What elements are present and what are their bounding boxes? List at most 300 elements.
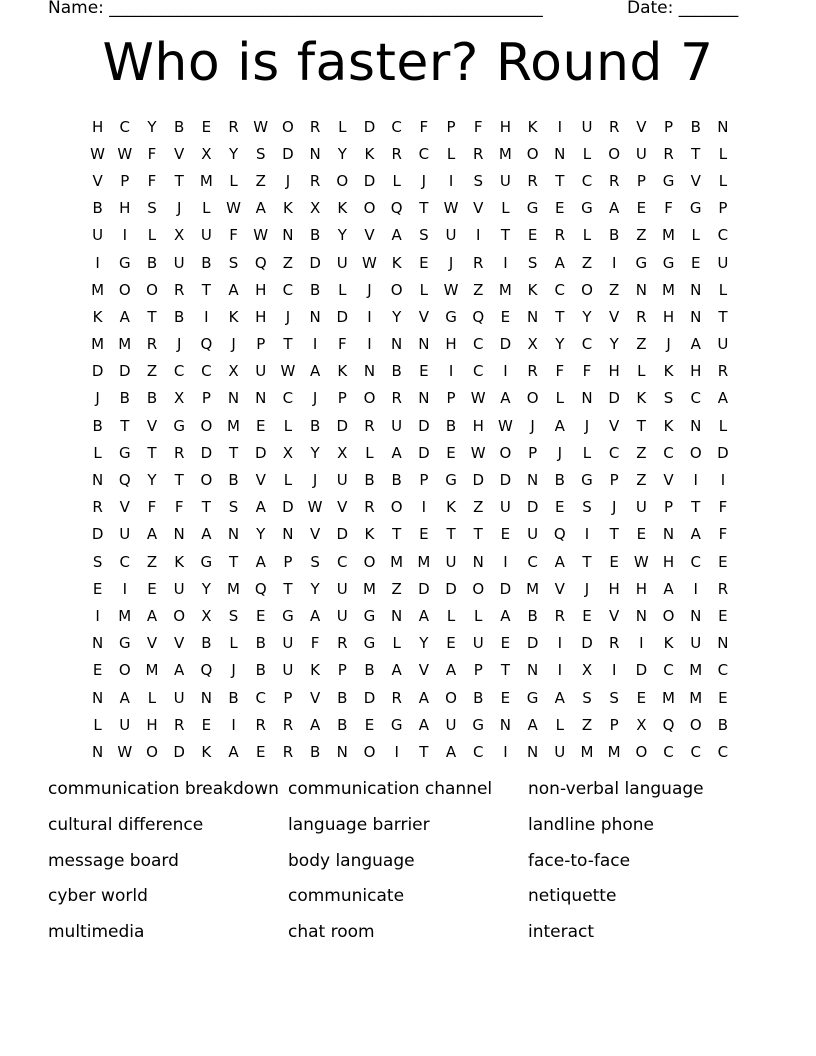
grid-letter: S [310, 552, 320, 571]
grid-letter: Z [146, 362, 158, 381]
grid-letter: M [498, 144, 512, 163]
grid-letter: F [147, 171, 157, 190]
grid-letter: M [91, 335, 105, 354]
grid-letter: J [584, 579, 590, 598]
grid-letter: L [555, 389, 564, 408]
grid-letter: O [336, 171, 349, 190]
grid-letter: U [336, 471, 348, 490]
grid-letter: T [555, 171, 565, 190]
grid-letter: D [336, 307, 349, 326]
grid-letter: P [609, 471, 619, 490]
grid-letter: A [391, 226, 402, 245]
grid-letter: B [92, 416, 103, 435]
grid-letter: R [391, 144, 402, 163]
grid-letter: V [636, 117, 647, 136]
grid-letter: W [117, 742, 133, 761]
grid-row [84, 167, 737, 194]
grid-letter: C [173, 362, 185, 381]
grid-letter: E [690, 253, 701, 272]
grid-letter: B [228, 471, 239, 490]
grid-letter: G [526, 199, 539, 218]
grid-letter: D [418, 443, 430, 462]
grid-letter: P [636, 171, 646, 190]
grid-letter: E [582, 606, 592, 625]
grid-letter: X [174, 389, 185, 408]
grid-letter: D [282, 144, 294, 163]
grid-letter: C [608, 443, 620, 462]
grid-letter: H [91, 117, 104, 136]
grid-letter: I [503, 362, 508, 381]
grid-letter: B [119, 389, 130, 408]
grid-letter: R [717, 579, 729, 598]
grid-letter: A [554, 253, 565, 272]
grid-letter: H [608, 579, 620, 598]
grid-letter: F [555, 362, 565, 381]
grid-letter: B [445, 416, 457, 435]
grid-row [84, 113, 737, 140]
grid-letter: B [201, 634, 212, 653]
grid-letter: O [526, 389, 539, 408]
grid-letter: J [448, 253, 454, 272]
grid-letter: Q [254, 579, 267, 598]
grid-letter: N [363, 362, 376, 381]
grid-letter: I [95, 253, 100, 272]
grid-letter: D [418, 416, 430, 435]
grid-letter: M [118, 335, 132, 354]
grid-letter: S [419, 226, 429, 245]
grid-letter: S [92, 552, 103, 571]
grid-letter: V [554, 579, 565, 598]
grid-letter: L [147, 226, 157, 245]
grid-letter: S [228, 498, 239, 517]
grid-letter: V [92, 171, 103, 190]
grid-letter: E [500, 525, 511, 544]
grid-letter: E [201, 715, 212, 734]
grid-letter: L [229, 171, 238, 190]
grid-letter: A [500, 606, 511, 625]
grid-letter: K [337, 362, 348, 381]
word-list-item: communicate [288, 886, 405, 907]
grid-letter: H [662, 307, 675, 326]
grid-letter: N [526, 307, 539, 326]
grid-letter: M [362, 579, 376, 598]
grid-letter: Z [473, 280, 484, 299]
grid-letter: U [119, 715, 131, 734]
grid-letter: I [448, 171, 454, 190]
grid-letter: A [146, 525, 158, 544]
grid-letter: U [336, 606, 348, 625]
grid-letter: W [253, 226, 269, 245]
grid-letter: Y [228, 144, 239, 163]
grid-letter: F [718, 498, 728, 517]
grid-letter: V [364, 226, 375, 245]
grid-letter: R [282, 715, 294, 734]
grid-letter: C [663, 443, 674, 462]
grid-letter: F [310, 634, 320, 653]
word-list-item: cyber world [48, 886, 148, 907]
grid-letter: F [174, 498, 184, 517]
grid-letter: M [417, 552, 431, 571]
grid-letter: V [309, 525, 321, 544]
grid-letter: T [228, 552, 239, 571]
grid-row [84, 657, 737, 684]
grid-letter: C [255, 688, 266, 707]
grid-letter: P [337, 389, 347, 408]
grid-letter: Q [390, 199, 403, 218]
grid-letter: L [147, 688, 157, 707]
grid-letter: C [581, 335, 593, 354]
grid-letter: U [336, 253, 348, 272]
grid-row [84, 575, 737, 602]
grid-letter: L [229, 634, 238, 653]
grid-letter: F [718, 525, 728, 544]
grid-letter: N [717, 117, 729, 136]
grid-letter: I [394, 742, 399, 761]
grid-letter: J [312, 471, 318, 490]
grid-letter: B [255, 661, 266, 680]
grid-letter: V [609, 416, 620, 435]
grid-letter: F [664, 199, 673, 218]
grid-letter: P [528, 443, 538, 462]
grid-letter: A [228, 280, 239, 299]
grid-letter: K [201, 742, 212, 761]
grid-letter: A [418, 715, 429, 734]
grid-letter: S [663, 389, 674, 408]
grid-letter: E [255, 742, 266, 761]
grid-letter: B [527, 606, 538, 625]
grid-letter: I [476, 226, 481, 245]
grid-letter: V [337, 498, 348, 517]
grid-letter: U [92, 226, 104, 245]
grid-letter: E [92, 661, 103, 680]
grid-letter: K [364, 525, 375, 544]
grid-letter: D [717, 443, 729, 462]
grid-letter: B [473, 688, 484, 707]
grid-letter: I [639, 634, 644, 653]
grid-letter: S [527, 253, 538, 272]
grid-letter: U [717, 253, 729, 272]
grid-letter: O [118, 280, 131, 299]
grid-letter: T [228, 443, 239, 462]
grid-letter: O [146, 742, 158, 761]
grid-letter: N [690, 416, 702, 435]
grid-letter: E [446, 443, 456, 462]
grid-letter: J [530, 416, 535, 435]
date-label: Date: [627, 0, 674, 18]
grid-letter: C [717, 226, 729, 245]
grid-letter: F [147, 144, 157, 163]
grid-letter: K [663, 416, 674, 435]
grid-letter: E [201, 117, 212, 136]
grid-letter: D [363, 171, 376, 190]
grid-letter: O [635, 742, 648, 761]
grid-letter: L [555, 715, 564, 734]
grid-letter: C [690, 742, 701, 761]
grid-letter: L [392, 171, 401, 190]
grid-letter: A [663, 579, 674, 598]
grid-letter: A [228, 742, 239, 761]
grid-letter: L [338, 117, 347, 136]
grid-letter: U [499, 171, 511, 190]
grid-letter: W [253, 117, 269, 136]
grid-letter: B [309, 416, 321, 435]
grid-letter: E [636, 199, 647, 218]
grid-letter: E [609, 552, 619, 571]
date-blank: _______ [678, 0, 739, 18]
grid-letter: B [92, 199, 103, 218]
grid-letter: J [367, 280, 372, 299]
grid-letter: L [446, 144, 456, 163]
grid-letter: J [95, 389, 100, 408]
grid-letter: Z [636, 335, 647, 354]
grid-letter: R [309, 117, 321, 136]
grid-letter: S [473, 171, 483, 190]
grid-letter: E [92, 579, 103, 598]
grid-letter: N [526, 742, 539, 761]
grid-letter: C [472, 362, 484, 381]
grid-letter: Y [555, 335, 565, 354]
grid-letter: U [445, 715, 457, 734]
grid-letter: N [717, 634, 729, 653]
grid-letter: K [391, 253, 402, 272]
grid-letter: D [91, 525, 104, 544]
grid-letter: L [582, 226, 592, 245]
grid-letter: G [118, 634, 131, 653]
grid-letter: Z [473, 498, 484, 517]
grid-letter: B [364, 661, 375, 680]
grid-letter: V [174, 634, 185, 653]
grid-letter: J [285, 171, 291, 190]
grid-row [84, 140, 737, 167]
grid-letter: H [690, 362, 702, 381]
grid-letter: O [472, 579, 485, 598]
grid-letter: C [663, 661, 674, 680]
grid-letter: G [689, 199, 702, 218]
grid-letter: L [392, 634, 401, 653]
grid-letter: N [391, 335, 403, 354]
grid-letter: U [445, 552, 457, 571]
grid-letter: G [200, 552, 213, 571]
grid-letter: O [689, 715, 702, 734]
grid-letter: P [446, 117, 456, 136]
grid-letter: D [635, 661, 648, 680]
grid-letter: I [503, 742, 508, 761]
grid-letter: X [201, 606, 212, 625]
grid-letter: A [174, 661, 185, 680]
grid-letter: L [419, 280, 429, 299]
grid-letter: I [448, 362, 454, 381]
grid-letter: V [418, 307, 429, 326]
grid-letter: J [557, 443, 562, 462]
grid-letter: O [146, 280, 158, 299]
grid-letter: P [609, 715, 619, 734]
grid-letter: O [390, 498, 403, 517]
grid-letter: J [421, 171, 427, 190]
grid-letter: T [582, 552, 592, 571]
grid-letter: G [118, 253, 131, 272]
grid-letter: K [174, 552, 185, 571]
word-list-item: multimedia [48, 922, 145, 943]
grid-letter: G [173, 416, 185, 435]
grid-letter: C [717, 661, 729, 680]
grid-letter: Q [553, 525, 566, 544]
word-list-item: language barrier [288, 814, 430, 835]
grid-letter: M [118, 606, 132, 625]
grid-letter: C [527, 552, 538, 571]
grid-letter: X [581, 661, 593, 680]
grid-letter: E [636, 688, 647, 707]
grid-row [84, 630, 737, 657]
grid-letter: V [146, 634, 158, 653]
grid-letter: W [470, 443, 486, 462]
grid-letter: A [119, 688, 130, 707]
grid-letter: O [200, 471, 213, 490]
grid-letter: A [554, 688, 565, 707]
grid-letter: O [173, 606, 186, 625]
grid-letter: T [500, 661, 510, 680]
grid-letter: U [391, 416, 403, 435]
grid-letter: D [363, 688, 376, 707]
grid-letter: U [717, 335, 729, 354]
grid-letter: W [307, 498, 323, 517]
grid-letter: K [663, 362, 674, 381]
grid-letter: K [527, 117, 538, 136]
grid-letter: Y [337, 226, 347, 245]
grid-letter: A [554, 416, 565, 435]
grid-letter: S [147, 199, 157, 218]
grid-letter: F [229, 226, 238, 245]
grid-letter: Z [391, 579, 402, 598]
name-blank: ___________________________________________________ [109, 0, 543, 18]
grid-letter: N [91, 688, 104, 707]
grid-letter: U [173, 688, 185, 707]
grid-letter: B [309, 280, 321, 299]
grid-letter: Y [337, 144, 347, 163]
grid-letter: Q [472, 307, 485, 326]
grid-letter: Z [609, 280, 620, 299]
grid-letter: R [173, 443, 185, 462]
grid-letter: D [309, 253, 321, 272]
grid-letter: F [337, 335, 347, 354]
grid-letter: D [608, 389, 620, 408]
grid-letter: K [92, 307, 103, 326]
word-list-item: communication channel [288, 779, 493, 799]
grid-letter: C [663, 742, 674, 761]
grid-letter: G [363, 606, 376, 625]
grid-letter: J [231, 661, 236, 680]
grid-letter: E [500, 307, 511, 326]
grid-letter: V [418, 661, 429, 680]
grid-letter: K [337, 199, 348, 218]
grid-letter: F [147, 498, 157, 517]
name-label: Name: [48, 0, 104, 18]
grid-letter: L [582, 144, 592, 163]
grid-row [84, 412, 737, 439]
word-list-item: non-verbal language [528, 779, 704, 799]
grid-letter: P [664, 498, 674, 517]
grid-letter: C [472, 335, 484, 354]
grid-letter: U [527, 525, 539, 544]
word-list-item: communication breakdown [48, 779, 279, 799]
grid-letter: Q [662, 715, 675, 734]
grid-letter: A [119, 307, 130, 326]
grid-letter: N [282, 525, 294, 544]
grid-letter: B [174, 307, 185, 326]
grid-letter: L [501, 199, 510, 218]
grid-letter: P [473, 661, 483, 680]
grid-letter: N [418, 335, 430, 354]
grid-letter: C [337, 552, 348, 571]
grid-letter: D [91, 362, 104, 381]
grid-letter: A [391, 443, 402, 462]
grid-letter: T [419, 742, 429, 761]
grid-letter: G [581, 199, 593, 218]
grid-letter: R [173, 280, 185, 299]
grid-letter: P [256, 335, 266, 354]
grid-letter: Q [200, 335, 213, 354]
grid-letter: N [554, 144, 566, 163]
grid-letter: J [611, 498, 617, 517]
grid-letter: A [554, 552, 565, 571]
grid-letter: M [227, 416, 240, 435]
grid-letter: U [581, 117, 593, 136]
grid-letter: L [582, 443, 592, 462]
word-list-item: cultural difference [48, 814, 204, 835]
grid-letter: A [717, 389, 729, 408]
grid-letter: B [337, 688, 348, 707]
grid-letter: I [557, 661, 562, 680]
grid-letter: M [689, 688, 703, 707]
grid-letter: M [607, 742, 621, 761]
grid-letter: Z [146, 552, 158, 571]
grid-letter: B [146, 389, 158, 408]
grid-letter: R [554, 226, 565, 245]
grid-letter: I [693, 471, 698, 490]
grid-letter: N [472, 552, 484, 571]
grid-letter: V [690, 171, 701, 190]
grid-letter: W [362, 253, 377, 272]
grid-letter: T [201, 498, 211, 517]
grid-row [84, 602, 737, 629]
grid-letter: P [337, 661, 347, 680]
grid-letter: Y [310, 443, 320, 462]
grid-letter: N [91, 634, 104, 653]
grid-letter: G [526, 688, 539, 707]
grid-row [84, 222, 737, 249]
grid-letter: H [255, 307, 267, 326]
grid-letter: T [147, 443, 157, 462]
grid-letter: N [227, 389, 240, 408]
grid-letter: G [472, 715, 485, 734]
word-list-item: chat room [288, 922, 375, 943]
grid-letter: B [609, 226, 620, 245]
grid-letter: O [363, 389, 376, 408]
grid-letter: W [470, 389, 486, 408]
grid-letter: E [446, 634, 456, 653]
grid-letter: T [473, 525, 483, 544]
grid-letter: D [173, 742, 185, 761]
grid-letter: N [91, 471, 104, 490]
grid-letter: J [584, 416, 590, 435]
grid-letter: L [365, 443, 374, 462]
grid-letter: U [690, 634, 702, 653]
grid-letter: D [526, 634, 539, 653]
grid-letter: O [200, 416, 213, 435]
grid-letter: R [473, 144, 484, 163]
grid-letter: K [663, 634, 674, 653]
grid-letter: M [498, 280, 512, 299]
grid-letter: B [228, 688, 239, 707]
